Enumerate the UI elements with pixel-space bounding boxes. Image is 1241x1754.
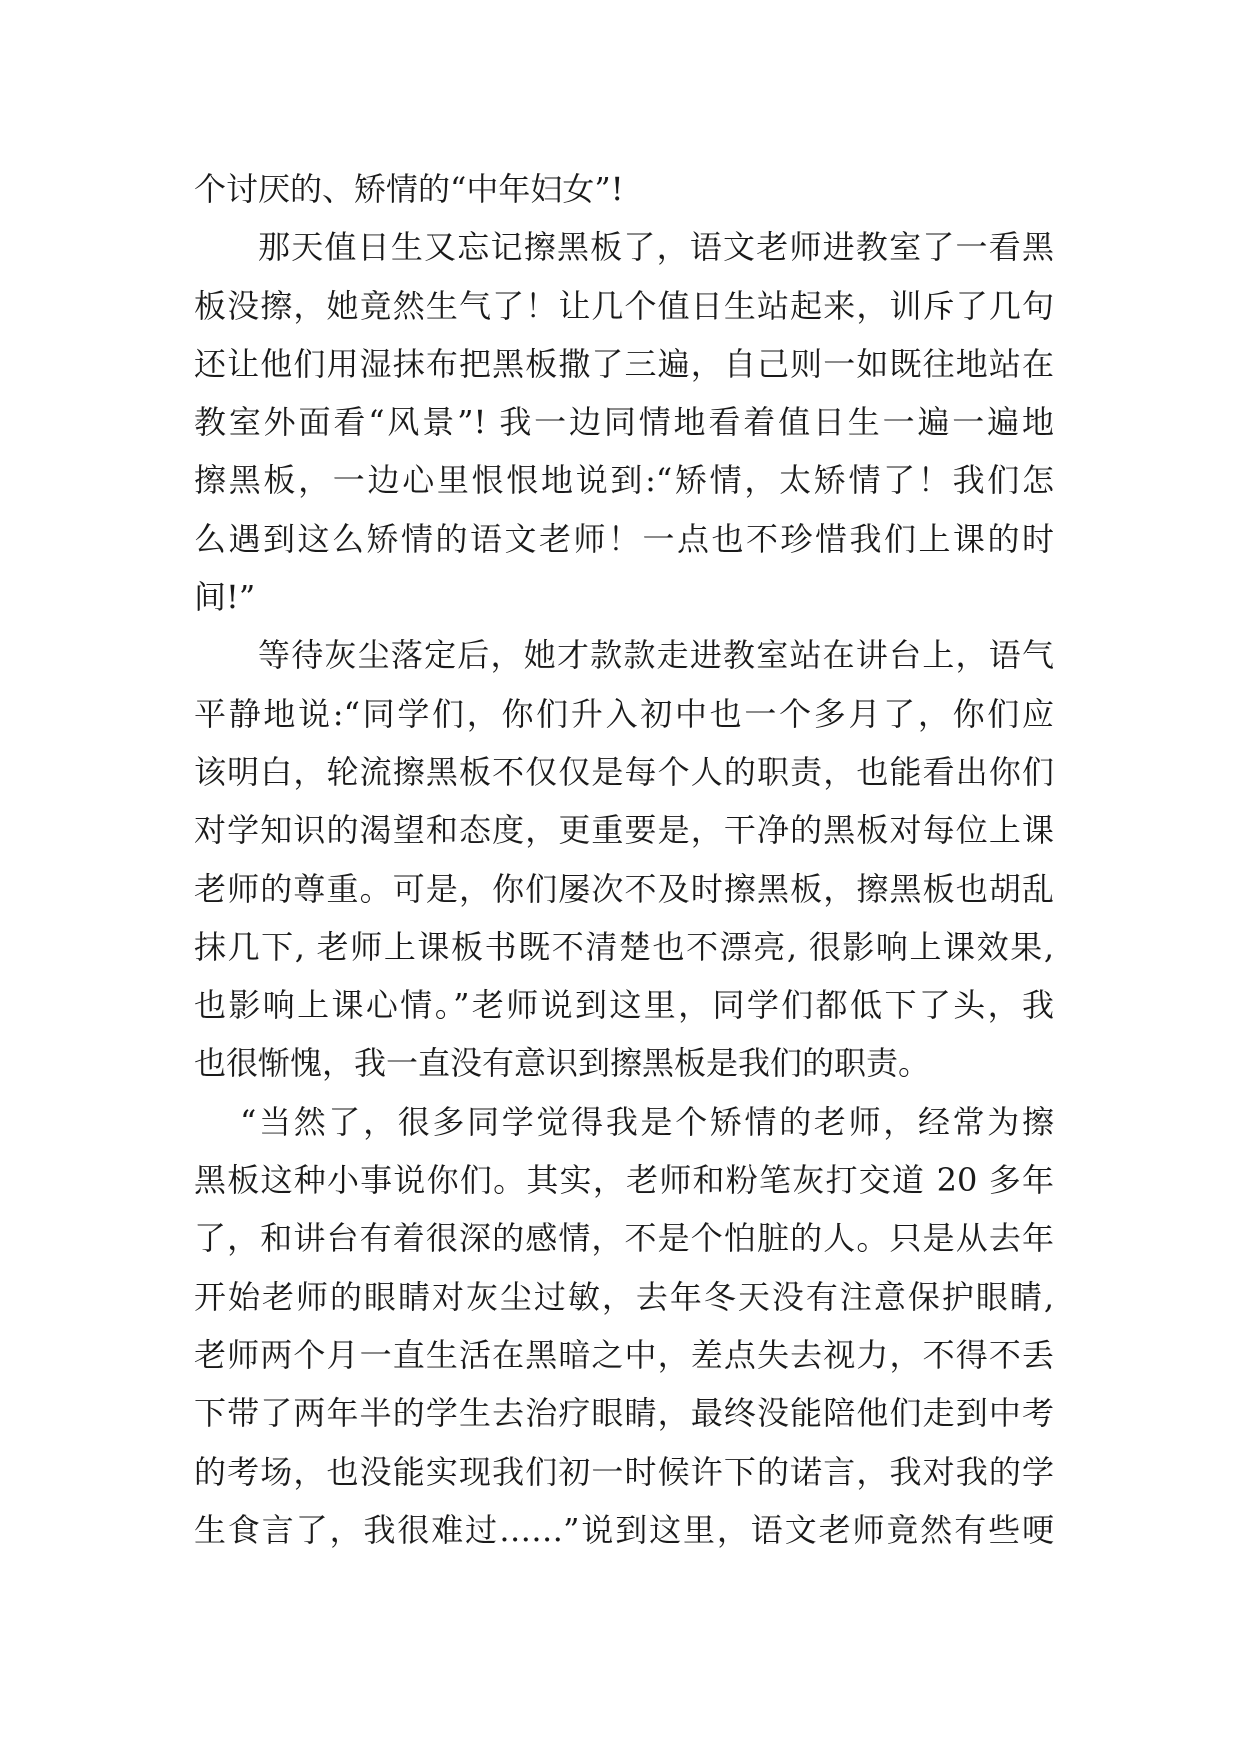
text-line: 还让他们用湿抹布把黑板撒了三遍，自己则一如既往地站在	[194, 344, 1054, 383]
text-line: 擦黑板，一边心里恨恨地说到:“矫情，太矫情了！我们怎	[194, 461, 1054, 500]
text-line: 了，和讲台有着很深的感情，不是个怕脏的人。只是从去年	[194, 1219, 1054, 1258]
text-line: 对学知识的渴望和态度，更重要是，干净的黑板对每位上课	[194, 811, 1054, 850]
text-line: 板没擦，她竟然生气了！让几个值日生站起来，训斥了几句	[194, 286, 1054, 325]
body-text	[194, 160, 1054, 1559]
text-line: 那天值日生又忘记擦黑板了，语文老师进教室了一看黑	[258, 228, 1054, 267]
text-line: 老师的尊重。可是，你们屡次不及时擦黑板，擦黑板也胡乱	[194, 869, 1054, 908]
text-line: “当然了，很多同学觉得我是个矫情的老师，经常为擦	[240, 1102, 1054, 1141]
text-line: 个讨厌的、矫情的“中年妇女”!	[194, 170, 624, 208]
text-line: 间!”	[194, 578, 256, 617]
text-line: 抹几下, 老师上课板书既不清楚也不漂亮, 很影响上课效果,	[194, 927, 1054, 966]
text-line: 的考场，也没能实现我们初一时候许下的诺言，我对我的学	[194, 1452, 1054, 1491]
text-line: 该明白，轮流擦黑板不仅仅是每个人的职责，也能看出你们	[194, 752, 1054, 791]
text-line: 黑板这种小事说你们。其实，老师和粉笔灰打交道 20 多年	[194, 1161, 1054, 1200]
text-line: 也影响上课心情。”老师说到这里，同学们都低下了头，我	[194, 986, 1054, 1025]
text-line: 也很惭愧，我一直没有意识到擦黑板是我们的职责。	[194, 1044, 931, 1083]
text-line: 平静地说:“同学们，你们升入初中也一个多月了，你们应	[194, 694, 1054, 733]
text-line: 等待灰尘落定后，她才款款走进教室站在讲台上，语气	[258, 636, 1054, 675]
text-line: 老师两个月一直生活在黑暗之中，差点失去视力，不得不丢	[194, 1335, 1054, 1374]
text-line: 下带了两年半的学生去治疗眼睛，最终没能陪他们走到中考	[194, 1394, 1054, 1433]
text-line: 教室外面看“风景”! 我一边同情地看着值日生一遍一遍地	[194, 403, 1054, 442]
text-line: 生食言了，我很难过……”说到这里，语文老师竟然有些哽	[194, 1510, 1054, 1549]
text-line: 开始老师的眼睛对灰尘过敏，去年冬天没有注意保护眼睛,	[194, 1277, 1054, 1316]
text-line: 么遇到这么矫情的语文老师！一点也不珍惜我们上课的时	[194, 519, 1054, 558]
